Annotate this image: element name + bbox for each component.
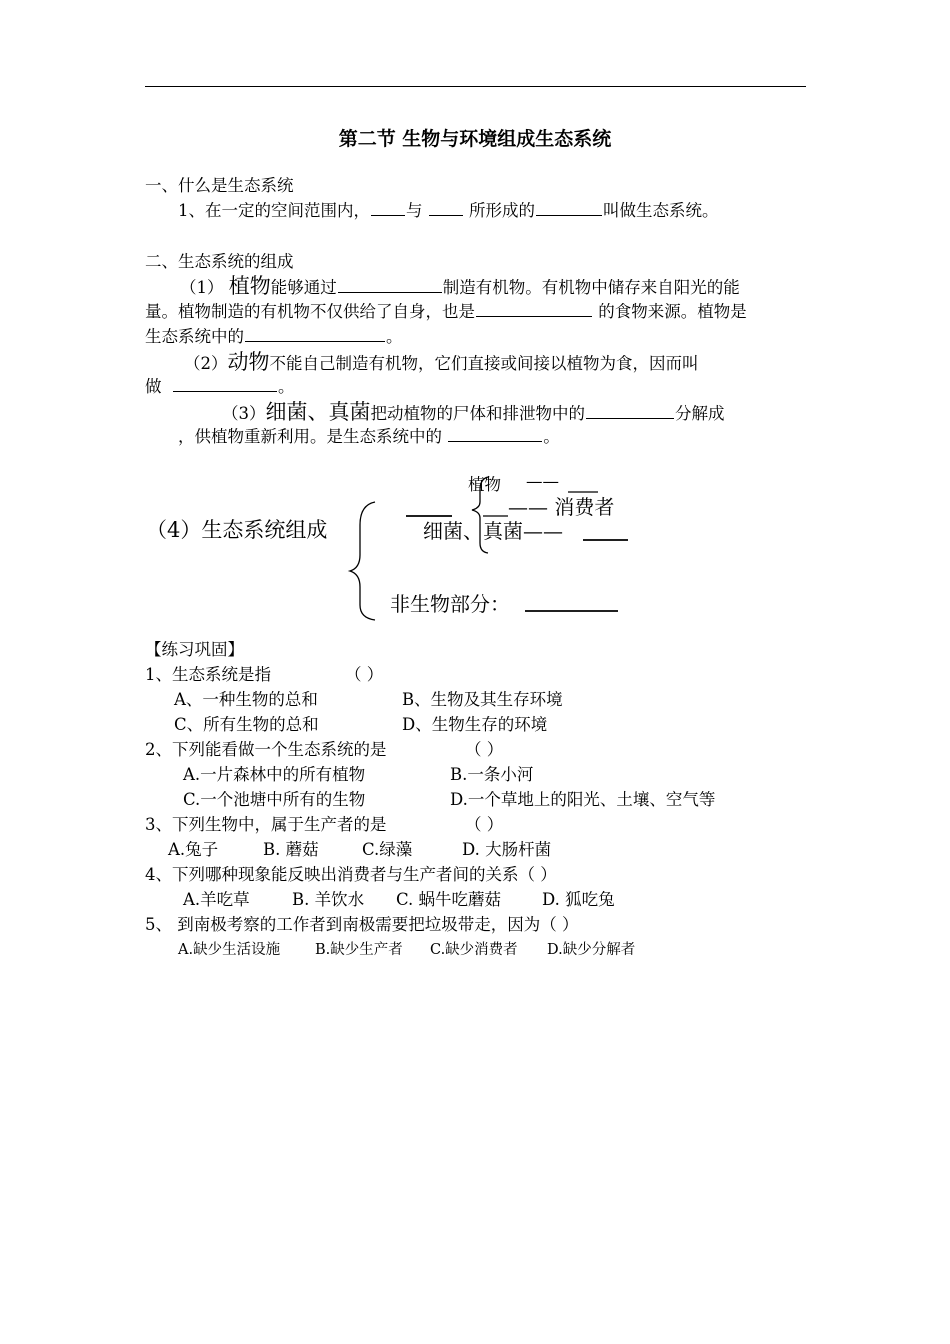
keyword: 动物 bbox=[227, 350, 270, 374]
q2-option-b[interactable]: B.一条小河 bbox=[450, 765, 534, 784]
text: 量。植物制造的有机物不仅供给了自身，也是 bbox=[145, 302, 475, 321]
page-title: 第二节 生物与环境组成生态系统 bbox=[338, 128, 612, 150]
question-4: 4、下列哪种现象能反映出消费者与生产者间的关系（ ） bbox=[145, 865, 557, 884]
q4-option-c[interactable]: C. 蜗牛吃蘑菇 bbox=[396, 890, 502, 909]
q1-option-c[interactable]: C、所有生物的总和 bbox=[174, 715, 319, 734]
q5-option-d[interactable]: D.缺少分解者 bbox=[547, 942, 636, 958]
question-3-answer-paren[interactable]: （ ） bbox=[465, 815, 504, 834]
q3-option-a[interactable]: A.兔子 bbox=[168, 840, 219, 859]
diagram-plant: 植物 bbox=[468, 475, 501, 494]
q5-option-c[interactable]: C.缺少消费者 bbox=[430, 942, 518, 958]
q4-option-b[interactable]: B. 羊饮水 bbox=[292, 890, 365, 909]
text: 能够通过 bbox=[270, 278, 337, 297]
question-2-answer-paren[interactable]: （ ） bbox=[465, 740, 504, 759]
text: 。 bbox=[543, 427, 560, 446]
question-2: 2、下列能看做一个生态系统的是 bbox=[145, 740, 387, 759]
diagram-consumer: 消费者 bbox=[554, 495, 615, 519]
diagram-decomposer: 细菌、真菌—— bbox=[423, 519, 563, 543]
text: 的食物来源。植物是 bbox=[598, 302, 747, 321]
section2-heading: 二、生态系统的组成 bbox=[145, 252, 294, 271]
text: （2） bbox=[184, 354, 228, 373]
text: 。 bbox=[386, 327, 403, 346]
diagram-nonliving: 非生物部分： bbox=[390, 592, 510, 616]
question-5: 5、 到南极考察的工作者到南极需要把垃圾带走，因为（ ） bbox=[145, 915, 579, 934]
text: 不能自己制造有机物，它们直接或间接以植物为食，因而叫 bbox=[269, 354, 699, 373]
q4-option-a[interactable]: A.羊吃草 bbox=[183, 890, 250, 909]
q3-option-b[interactable]: B. 蘑菇 bbox=[263, 840, 319, 859]
question-1: 1、生态系统是指 bbox=[145, 665, 271, 684]
text: 所形成的 bbox=[469, 201, 535, 220]
question-1-answer-paren[interactable]: （ ） bbox=[345, 665, 384, 684]
q5-option-a[interactable]: A.缺少生活设施 bbox=[178, 942, 281, 958]
diagram-consumer-row bbox=[508, 495, 614, 519]
question-3: 3、下列生物中，属于生产者的是 bbox=[145, 815, 387, 834]
large-brace bbox=[350, 502, 375, 620]
diagram-label: （4）生态系统组成 bbox=[146, 518, 328, 542]
text: （1） bbox=[180, 278, 224, 297]
section1-heading: 一、什么是生态系统 bbox=[145, 176, 294, 195]
dash: —— bbox=[508, 495, 548, 519]
keyword: 细菌、真菌 bbox=[265, 400, 371, 424]
q1-option-b[interactable]: B、生物及其生存环境 bbox=[402, 690, 563, 709]
text: 叫做生态系统。 bbox=[603, 201, 719, 220]
text: 做 bbox=[145, 377, 162, 396]
q1-option-a[interactable]: A、一种生物的总和 bbox=[174, 690, 318, 709]
q2-option-c[interactable]: C.一个池塘中所有的生物 bbox=[183, 790, 366, 809]
diagram-dash: —— bbox=[526, 472, 559, 491]
text: （3） bbox=[222, 404, 266, 423]
q3-option-c[interactable]: C.绿藻 bbox=[362, 840, 413, 859]
text: 。 bbox=[278, 377, 295, 396]
text: 制造有机物。有机物中储存来自阳光的能 bbox=[442, 278, 740, 297]
text: ，供植物重新利用。是生态系统中的 bbox=[178, 427, 442, 446]
q2-option-d[interactable]: D.一个草地上的阳光、土壤、空气等 bbox=[450, 790, 716, 809]
q2-option-a[interactable]: A.一片森林中的所有植物 bbox=[183, 765, 366, 784]
q5-option-b[interactable]: B.缺少生产者 bbox=[315, 942, 403, 958]
keyword: 植物 bbox=[228, 274, 271, 298]
text: 与 bbox=[406, 201, 423, 220]
text: 生态系统中的 bbox=[145, 327, 244, 346]
q3-option-d[interactable]: D. 大肠杆菌 bbox=[462, 840, 552, 859]
text: 把动植物的尸体和排泄物中的 bbox=[370, 404, 585, 423]
q1-option-d[interactable]: D、生物生存的环境 bbox=[402, 715, 548, 734]
text: 1、在一定的空间范围内， bbox=[178, 201, 370, 220]
text: 分解成 bbox=[675, 404, 725, 423]
exercises-heading: 【练习巩固】 bbox=[145, 640, 244, 659]
q4-option-d[interactable]: D. 狐吃兔 bbox=[542, 890, 615, 909]
